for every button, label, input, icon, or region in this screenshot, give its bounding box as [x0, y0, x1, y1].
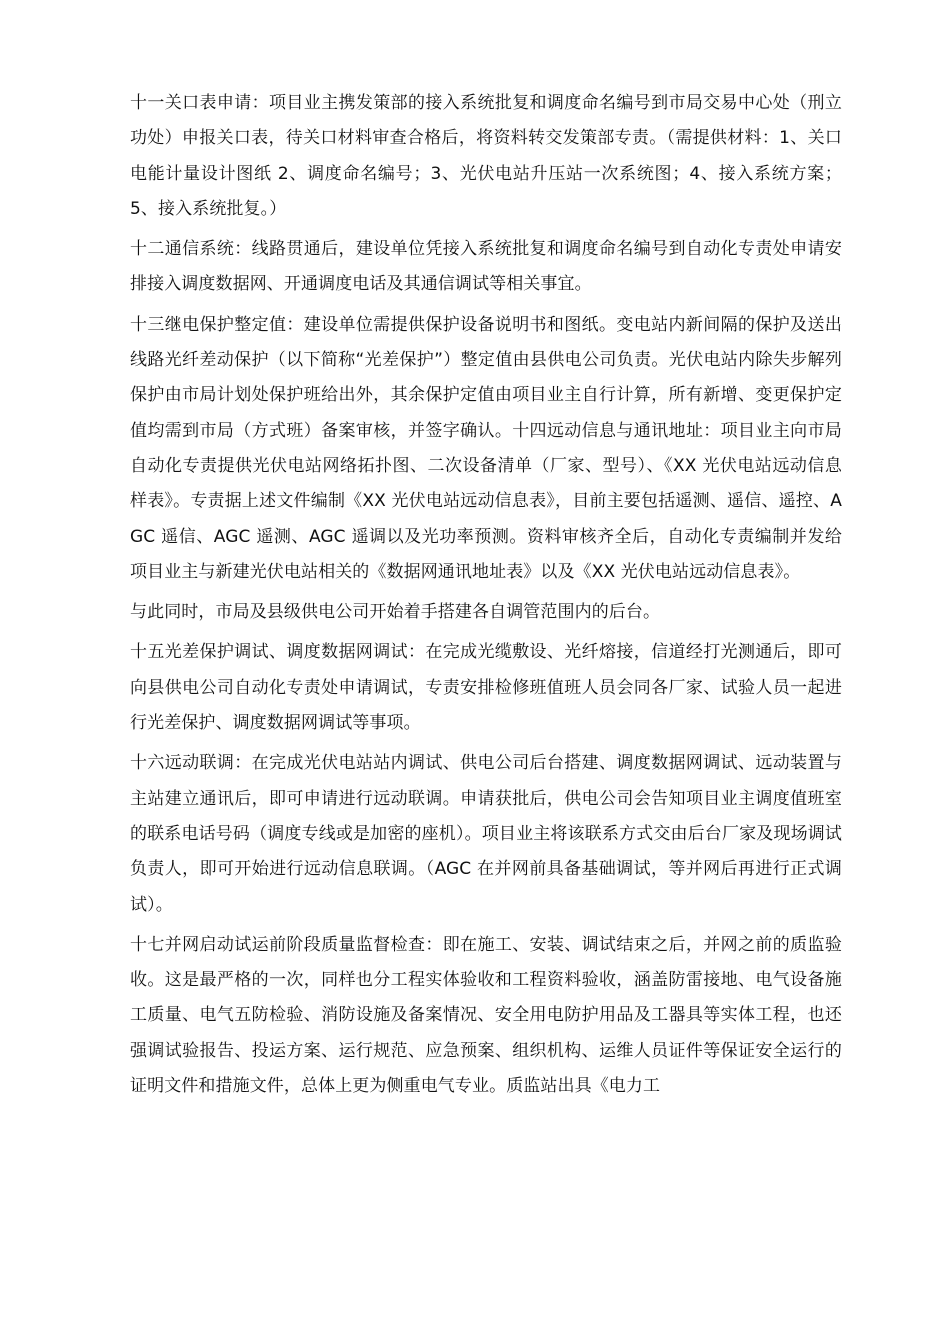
paragraph-backend-setup: 与此同时，市局及县级供电公司开始着手搭建各自调管范围内的后台。	[130, 602, 661, 623]
paragraph-customs-meter-application: 十一关口表申请：项目业主携发策部的接入系统批复和调度命名编号到市局交易中心处（刑立功处）申报关口表，待关口材料审查合格后，将资料转交发策部专责。（需提供材料：1、关口电能计量设计图纸 2、调度命名编号；3、光伏电站升压站一次系统图；4、接入系统方案；5、接入系统批复。）	[130, 93, 842, 219]
paragraph-relay-protection-settings: 十三继电保护整定值：建设单位需提供保护设备说明书和图纸。变电站内新间隔的保护及送出线路光纤差动保护（以下简称“光差保护”）整定值由县供电公司负责。光伏电站内除失步解列保护由市局计划处保护班给出外，其余保护定值由项目业主自行计算，所有新增、变更保护定值均需到市局（方式班）备案审核，并签字确认。十四远动信息与通讯地址：项目业主向市局自动化专责提供光伏电站网络拓扑图、二次设备清单（厂家、型号）、《XX 光伏电站远动信息样表》。专责据上述文件编制《XX 光伏电站远动信息表》，目前主要包括遥测、遥信、遥控、AGC 遥信、AGC 遥测、AGC 遥调以及光功率预测。资料审核齐全后，自动化专责编制并发给项目业主与新建光伏电站相关的《数据网通讯地址表》以及《XX 光伏电站远动信息表》。	[130, 314, 842, 582]
paragraph-telecontrol-joint-testing: 十六远动联调：在完成光伏电站站内调试、供电公司后台搭建、调度数据网调试、远动装置与主站建立通讯后，即可申请进行远动联调。申请获批后，供电公司会告知项目业主调度值班室的联系电话号码（调度专线或是加密的座机）。项目业主将该联系方式交由后台厂家及现场调试负责人，即可开始进行远动信息联调。（AGC 在并网前具备基础调试，等并网后再进行正式调试）。	[130, 753, 842, 915]
paragraph-communication-system: 十二通信系统：线路贯通后，建设单位凭接入系统批复和调度命名编号到自动化专责处申请安排接入调度数据网、开通调度电话及其通信调试等相关事宜。	[130, 239, 842, 295]
document-body	[130, 86, 842, 1109]
paragraph-quality-supervision-inspection: 十七并网启动试运前阶段质量监督检查：即在施工、安装、调试结束之后，并网之前的质监验收。这是最严格的一次，同样也分工程实体验收和工程资料验收，涵盖防雷接地、电气设备施工质量、电气五防检验、消防设施及备案情况、安全用电防护用品及工器具等实体工程，也还强调试验报告、投运方案、运行规范、应急预案、组织机构、运维人员证件等保证安全运行的证明文件和措施文件，总体上更为侧重电气专业。质监站出具《电力工	[130, 934, 842, 1097]
paragraph-differential-protection-testing: 十五光差保护调试、调度数据网调试：在完成光缆敷设、光纤熔接，信道经打光测通后，即可向县供电公司自动化专责处申请调试，专责安排检修班值班人员会同各厂家、试验人员一起进行光差保护、调度数据网调试等事项。	[130, 642, 842, 734]
